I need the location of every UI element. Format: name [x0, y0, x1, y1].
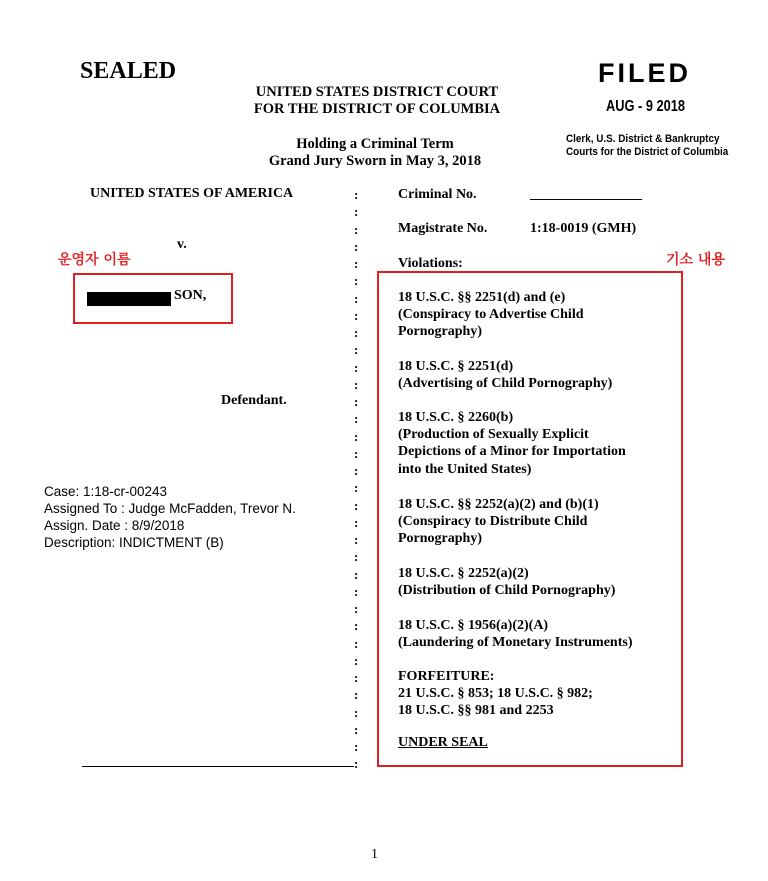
violation-4	[398, 496, 599, 548]
violation-line: (Conspiracy to Distribute Child	[398, 514, 588, 530]
case-stamp	[44, 483, 296, 551]
assign-date: Assign. Date : 8/9/2018	[44, 518, 185, 533]
violation-line: 18 U.S.C. § 2251(d)	[398, 359, 514, 374]
violation-line: 21 U.S.C. § 853; 18 U.S.C. § 982;	[398, 686, 593, 702]
redaction-bar	[87, 292, 171, 306]
court-name	[252, 84, 502, 118]
term-line: Holding a Criminal Term	[296, 136, 454, 152]
under-seal: UNDER SEAL	[398, 735, 488, 750]
filed-date: AUG - 9 2018	[606, 98, 685, 115]
magistrate-value: 1:18-0019 (GMH)	[530, 221, 637, 236]
sealed-stamp: SEALED	[80, 58, 177, 84]
violation-line: 18 U.S.C. §§ 2252(a)(2) and (b)(1)	[398, 497, 599, 512]
criminal-no-label: Criminal No.	[398, 187, 477, 202]
violation-line: (Laundering of Monetary Instruments)	[398, 635, 633, 651]
versus: v.	[177, 237, 187, 252]
violation-line: 18 U.S.C. § 1956(a)(2)(A)	[398, 618, 549, 633]
description: Description: INDICTMENT (B)	[44, 535, 224, 550]
page-number: 1	[371, 847, 378, 862]
violation-line: Depictions of a Minor for Importation	[398, 444, 626, 460]
clerk-line: Courts for the District of Columbia	[566, 146, 729, 158]
clerk-line: Clerk, U.S. District & Bankruptcy	[566, 133, 720, 145]
violation-line: FORFEITURE:	[398, 669, 495, 684]
court-line: FOR THE DISTRICT OF COLUMBIA	[253, 101, 501, 117]
filed-stamp: FILED	[598, 58, 691, 88]
caption-underline	[82, 766, 354, 767]
term	[265, 136, 485, 170]
court-line: UNITED STATES DISTRICT COURT	[255, 84, 499, 100]
defendant-name: SON,	[174, 288, 207, 303]
assigned-to: Assigned To : Judge McFadden, Trevor N.	[44, 501, 296, 516]
violation-6	[398, 617, 633, 651]
violation-line: 18 U.S.C. § 2260(b)	[398, 410, 514, 425]
magistrate-label: Magistrate No.	[398, 221, 488, 236]
violation-line: 18 U.S.C. § 2252(a)(2)	[398, 566, 529, 581]
violation-line: (Advertising of Child Pornography)	[398, 376, 613, 392]
clerk-text	[566, 133, 729, 159]
plaintiff: UNITED STATES OF AMERICA	[90, 186, 294, 201]
violation-1	[398, 289, 584, 341]
violation-line: (Production of Sexually Explicit	[398, 427, 589, 443]
violation-line: (Distribution of Child Pornography)	[398, 583, 616, 599]
case-number: Case: 1:18-cr-00243	[44, 484, 168, 499]
violation-line: Pornography)	[398, 324, 482, 340]
violations-label: Violations:	[398, 256, 463, 271]
operator-name-annotation: 운영자 이름	[58, 252, 131, 268]
violation-line: Pornography)	[398, 531, 482, 547]
violation-line: 18 U.S.C. §§ 2251(d) and (e)	[398, 290, 566, 305]
caption-colon-column: : : : : : : : : : : : : : : : : : : : : : : : : : : : : : : : : : :	[354, 187, 359, 772]
violation-2	[398, 358, 612, 392]
term-line: Grand Jury Sworn in May 3, 2018	[268, 153, 482, 169]
charges-annotation: 기소 내용	[666, 252, 725, 268]
violation-3	[398, 409, 626, 478]
defendant-label: Defendant.	[221, 393, 287, 408]
violation-line: 18 U.S.C. §§ 981 and 2253	[398, 703, 554, 719]
forfeiture	[398, 668, 593, 720]
violation-5	[398, 565, 615, 599]
violation-line: (Conspiracy to Advertise Child	[398, 307, 584, 323]
criminal-no-value: ________________	[530, 187, 642, 202]
violation-line: into the United States)	[398, 461, 532, 477]
